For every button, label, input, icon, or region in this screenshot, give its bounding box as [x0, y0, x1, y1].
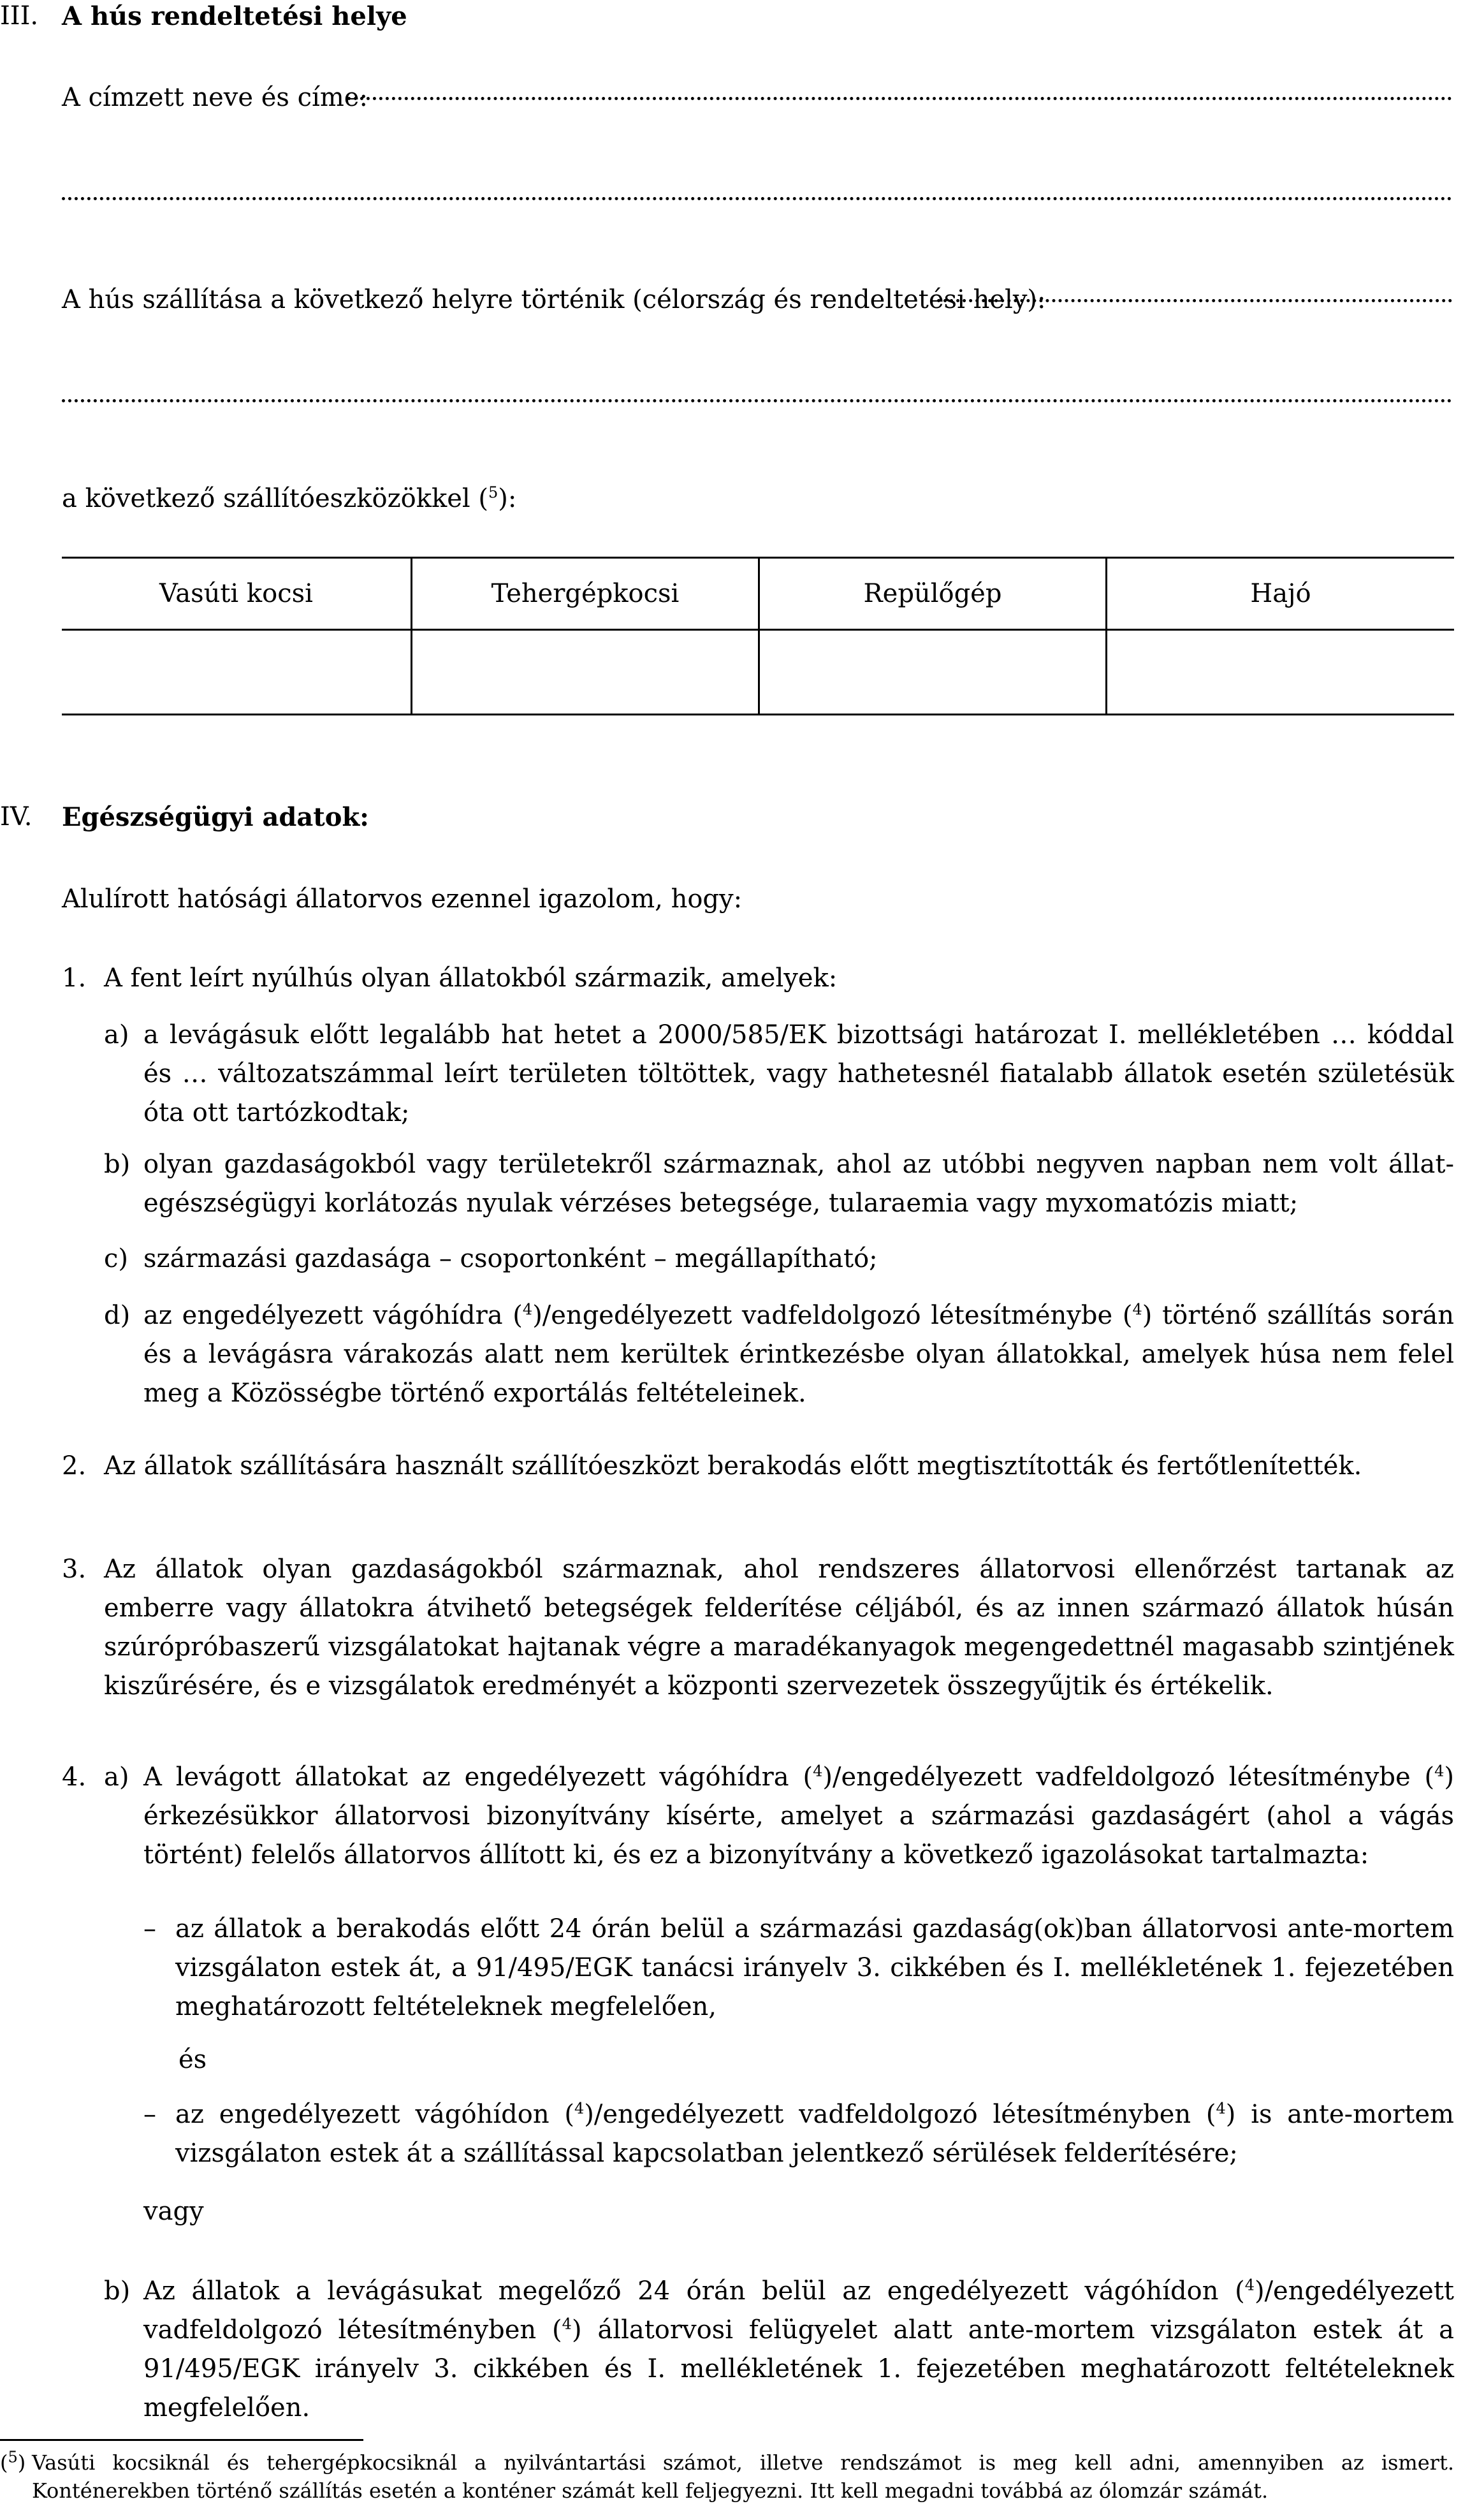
item-1c-label: c): [104, 1244, 129, 1273]
section-4-title: Egészségügyi adatok:: [62, 802, 369, 832]
item-1-number: 1.: [62, 963, 87, 993]
item-1a-text: a levágásuk előtt legalább hat hetet a 2000/585/EK bizottsági határozat I. mellékletében … kóddal és … változatszámmal leírt területen töltöttek, vagy hathetesnél fiatalabb állatok esetén születésük óta ott tartózkodtak;: [143, 1020, 1454, 1127]
item-4a-dash-2-text-part: ) is ante-mortem vizsgálaton estek át a szállítással kapcsolatban jelentkező sérülések felderítésére;: [175, 2100, 1454, 2168]
section-4-number: IV.: [0, 802, 33, 831]
footnote-ref: 4: [522, 1300, 533, 1319]
transport-col-header: Vasúti kocsi: [62, 559, 411, 631]
item-4a-dash-2-text: [175, 2095, 1454, 2173]
item-1d-text-part: az engedélyezett vágóhídra (: [143, 1301, 523, 1330]
item-4a-text-part: )/engedélyezett vadfeldolgozó létesítménybe (: [822, 1762, 1435, 1792]
footnote-ref: 4: [1434, 1762, 1445, 1780]
section-3-number: III.: [0, 1, 39, 31]
transport-col-header: Repülőgép: [760, 559, 1105, 631]
recipient-dotted-line-1: [347, 97, 1452, 100]
destination-dotted-line-1: [937, 299, 1452, 302]
recipient-dotted-line-2: [62, 197, 1452, 200]
item-4a-dash-1-text: az állatok a berakodás előtt 24 órán belül a származási gazdaság(ok)ban állatorvosi ante-mortem vizsgálaton estek át, a 91/495/EGK tanácsi irányelv 3. cikkében és I. mellékletének 1. fejezetében meghatározott feltételeknek megfelelően,: [175, 1914, 1454, 2021]
item-3-text: Az állatok olyan gazdaságokból származnak, ahol rendszeres állatorvosi ellenőrzést tartanak az emberre vagy állatokra átvihető betegségek felderítése céljából, és az innen származó állatok húsán szúrópróbaszerű vizsgálatokat hajtanak végre a maradékanyagok megengedettnél magasabb szintjének kiszűrésére, és e vizsgálatok eredményét a központi szervezetek összegyűjtik és értékelik.: [104, 1555, 1454, 1701]
item-1d-text: [143, 1296, 1454, 1413]
item-4a-dash-2: –: [143, 2100, 156, 2129]
transport-col-header: Tehergépkocsi: [412, 559, 758, 631]
transport-col-truck: [411, 559, 758, 714]
item-4b-text-part: )/engedélyezett vadfeldolgozó létesítményben (: [143, 2276, 1454, 2345]
item-2-text: Az állatok szállítására használt szállítóeszközt berakodás előtt megtisztították és fertőtlenítették.: [104, 1451, 1362, 1481]
footnote-ref: 4: [1244, 2276, 1255, 2294]
item-4b-text: [143, 2272, 1454, 2428]
destination-dotted-line-2: [62, 399, 1452, 402]
footnote-rule: [0, 2439, 363, 2441]
destination-label: A hús szállítása a következő helyre történik (célország és rendeltetési hely):: [62, 285, 1046, 314]
transport-col-plane: [758, 559, 1105, 714]
item-1d-text-part: )/engedélyezett vadfeldolgozó létesítménybe (: [532, 1301, 1133, 1330]
recipient-label: A címzett neve és címe:: [62, 83, 368, 112]
item-1b-text: olyan gazdaságokból vagy területekről származnak, ahol az utóbbi negyven napban nem volt állat-egészségügyi korlátozás nyulak vérzéses betegsége, tularaemia vagy myxomatózis miatt;: [143, 1150, 1454, 1218]
item-2-number: 2.: [62, 1451, 87, 1481]
transport-label-end: ):: [498, 484, 517, 513]
footnote-ref: 4: [813, 1762, 823, 1780]
item-1d-text-part: ) történő szállítás során és a levágásra várakozás alatt nem kerültek érintkezésbe olyan állatokkal, amelyek húsa nem felel meg a Közösségbe történő exportálás feltételeinek.: [143, 1301, 1455, 1408]
transport-label: [62, 480, 516, 518]
item-4a-text-part: A levágott állatokat az engedélyezett vágóhídra (: [143, 1762, 813, 1792]
item-1a-label: a): [104, 1020, 129, 1050]
item-4a-label: a): [104, 1762, 129, 1792]
transport-col-ship: [1105, 559, 1454, 714]
footnote-ref: 4: [574, 2099, 585, 2118]
item-4a-dash-1: –: [143, 1914, 156, 1944]
footnote-text: Vasúti kocsiknál és tehergépkocsiknál a nyilvántartási számot, illetve rendszámot is meg kell adni, amennyiben az ismert. Konténerekben történő szállítás esetén a konténer számát kell feljegyezni. Itt kell megadni továbbá az ólomzár számát.: [32, 2450, 1454, 2503]
footnote-ref: 4: [562, 2315, 572, 2333]
footnote-number: 5: [8, 2448, 18, 2466]
footnote-ref: 4: [1216, 2099, 1226, 2118]
item-4b-text-part: Az állatok a levágásukat megelőző 24 órán belül az engedélyezett vágóhídon (: [143, 2276, 1245, 2306]
item-1d-label: d): [104, 1301, 131, 1330]
item-3-number: 3.: [62, 1555, 87, 1584]
item-4a-and: és: [178, 2045, 207, 2074]
item-1-text: A fent leírt nyúlhús olyan állatokból származik, amelyek:: [104, 963, 838, 993]
item-4a-text-part: ) érkezésükkor állatorvosi bizonyítvány kísérte, amelyet a származási gazdaságért (ahol a vágás történt) felelős állatorvos állított ki, és ez a bizonyítvány a következő igazolásokat tartalmazta:: [143, 1762, 1454, 1870]
transport-table: [62, 557, 1454, 715]
footnote-ref-marker: ($^5$): [0, 2448, 26, 2475]
section-3-title: A hús rendeltetési helye: [62, 1, 407, 31]
item-4-or: vagy: [143, 2197, 204, 2226]
item-4a-dash-2-text-part: az engedélyezett vágóhídon (: [175, 2100, 574, 2129]
transport-col-rail: [62, 559, 411, 714]
transport-footnote-ref: 5: [488, 483, 499, 502]
item-4-number: 4.: [62, 1762, 87, 1792]
item-1b-label: b): [104, 1150, 131, 1179]
item-1c-text: származási gazdasága – csoportonként – megállapítható;: [143, 1244, 878, 1273]
footnote-ref: 4: [1132, 1300, 1142, 1319]
item-4b-text-part: ) állatorvosi felügyelet alatt ante-mortem vizsgálaton estek át a 91/495/EGK irányelv 3. cikkében és I. mellékletének 1. fejezetében meghatározott feltételeknek megfelelően.: [143, 2315, 1454, 2422]
transport-label-text: a következő szállítóeszközökkel (: [62, 484, 489, 513]
section-4-intro: Alulírott hatósági állatorvos ezennel igazolom, hogy:: [62, 884, 743, 914]
item-4a-dash-2-text-part: )/engedélyezett vadfeldolgozó létesítményben (: [584, 2100, 1216, 2129]
item-4a-text: [143, 1758, 1454, 1875]
item-4b-label: b): [104, 2276, 131, 2306]
transport-col-header: Hajó: [1107, 559, 1454, 631]
